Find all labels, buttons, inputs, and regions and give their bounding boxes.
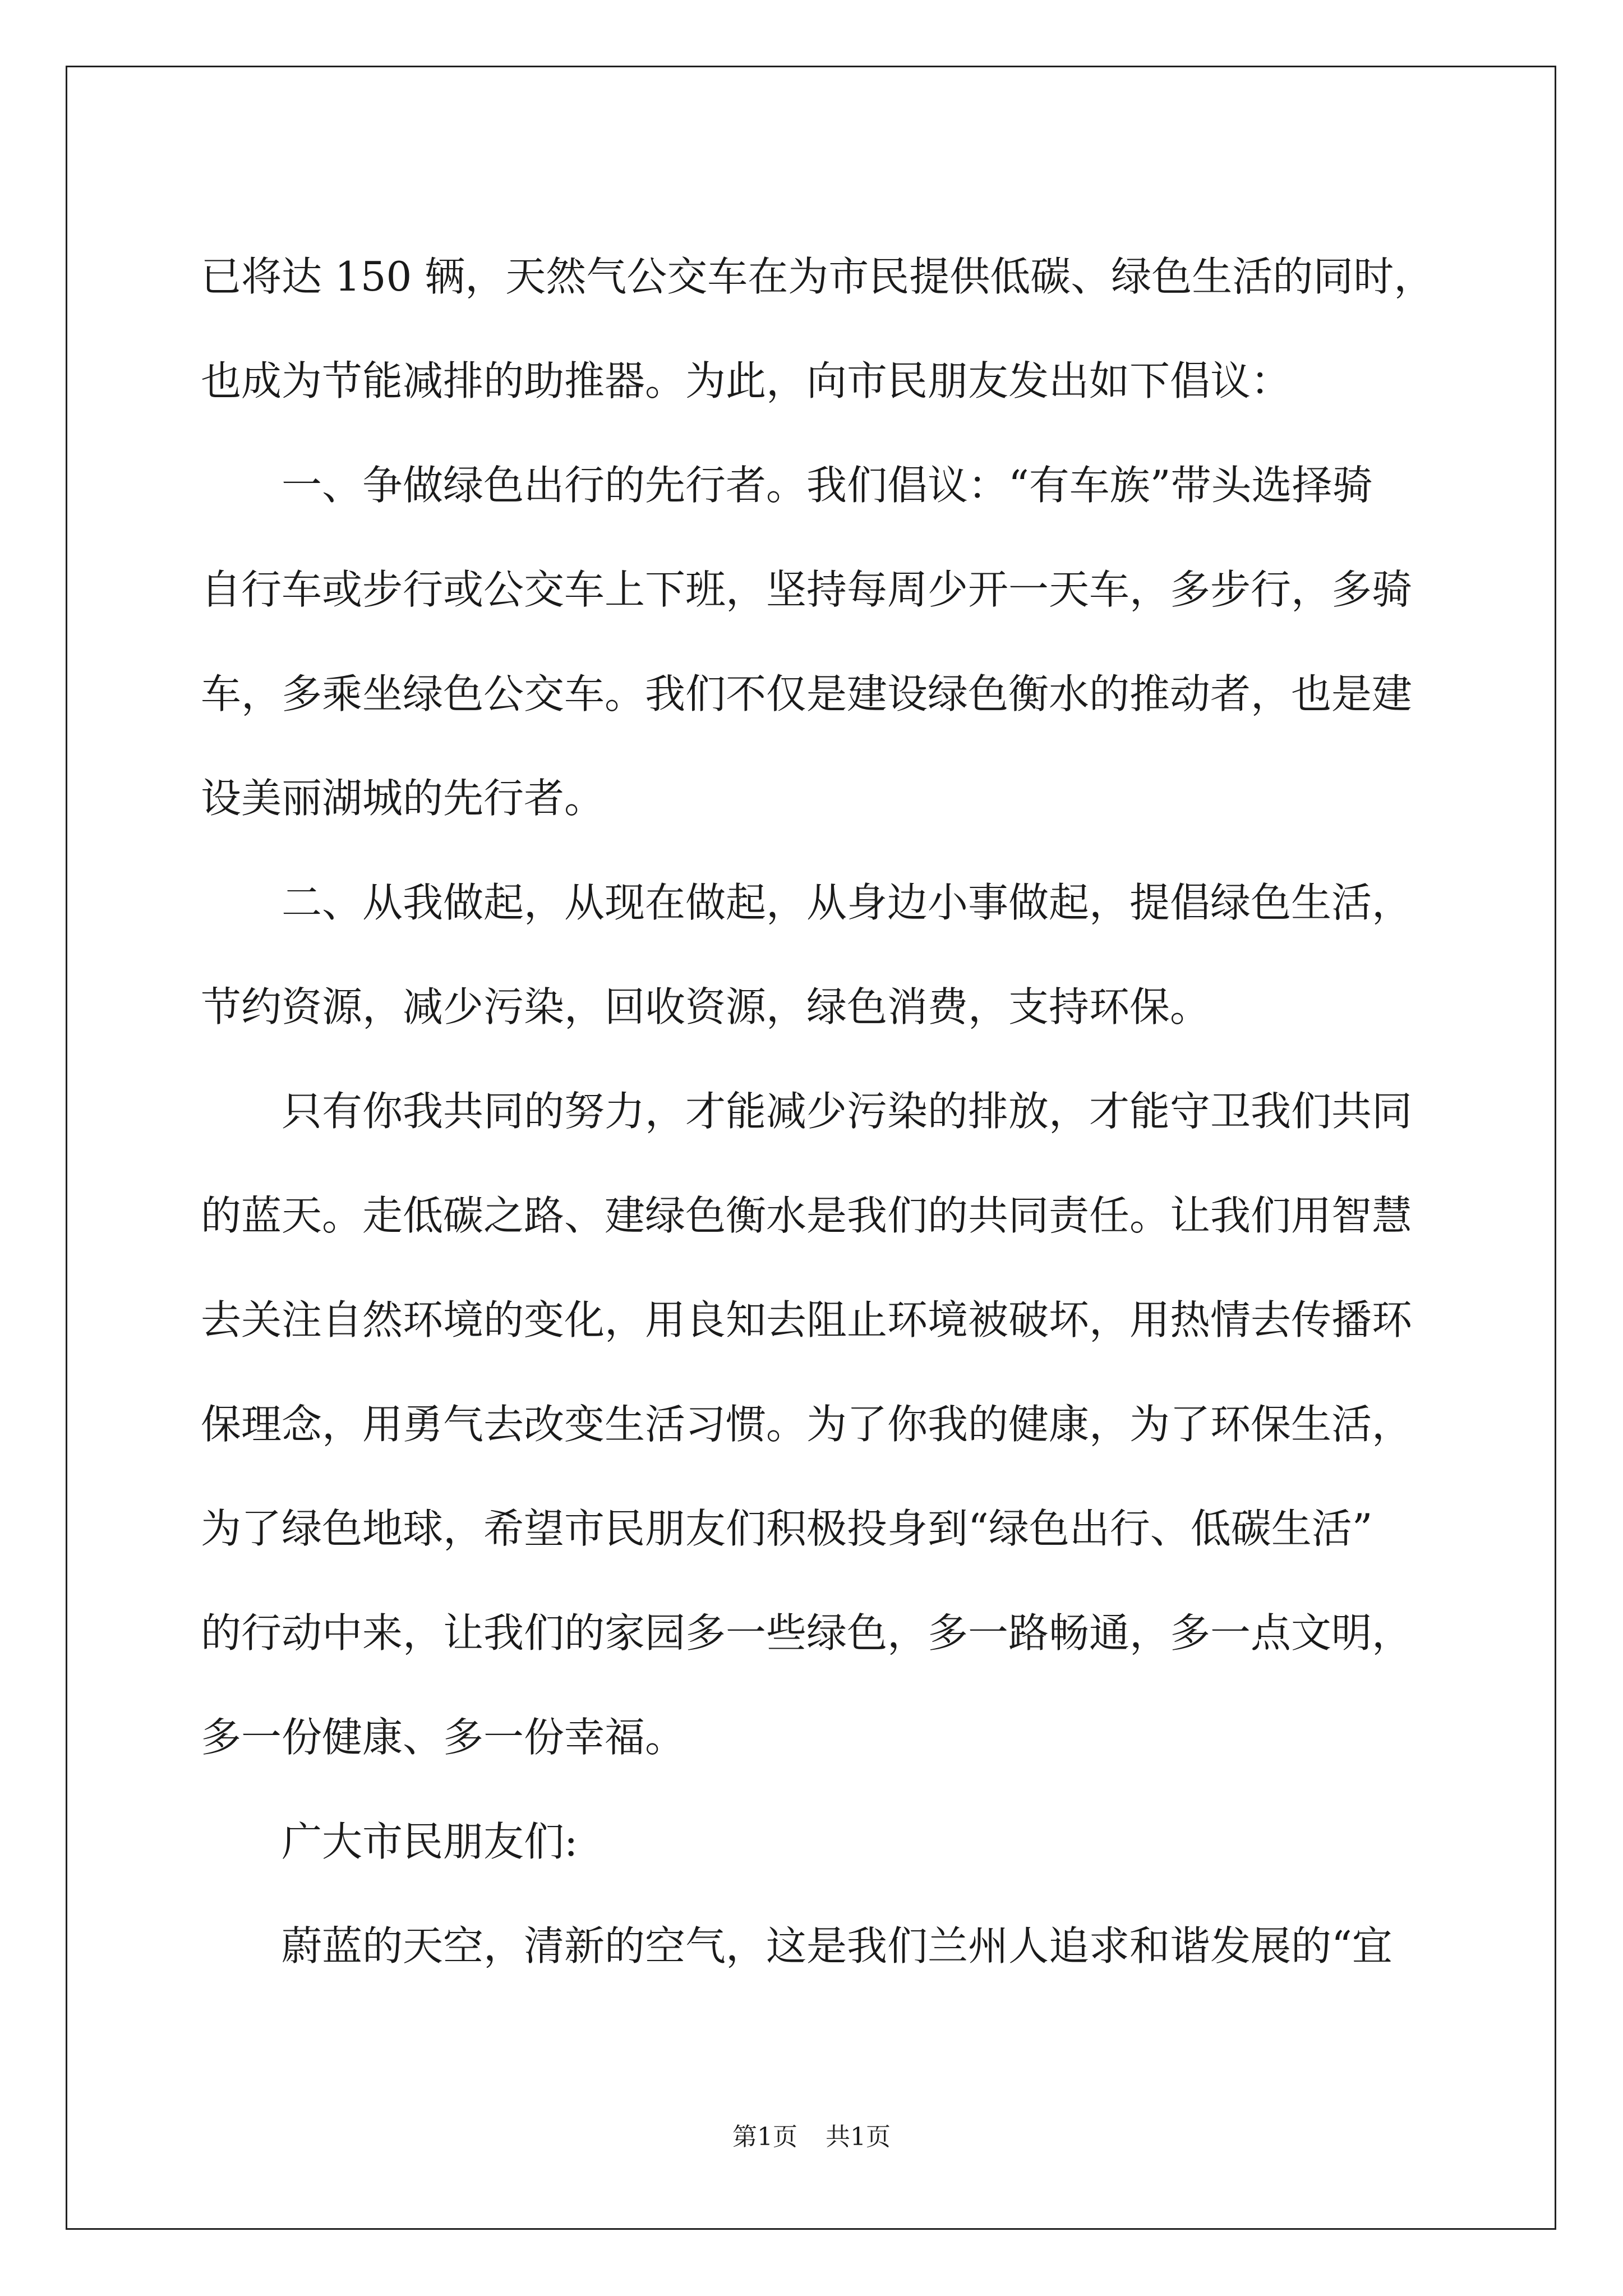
text-line: 也成为节能减排的助推器。为此，向市民朋友发出如下倡议： <box>201 357 1292 404</box>
text-line: 广大市民朋友们: <box>282 1818 578 1865</box>
page-total: 共1页 <box>826 2123 891 2151</box>
text-line: 二、从我做起，从现在做起，从身边小事做起，提倡绿色生活， <box>282 879 1413 926</box>
text-line: 保理念，用勇气去改变生活习惯。为了你我的健康，为了环保生活， <box>201 1401 1413 1448</box>
text-line: 为了绿色地球，希望市民朋友们积极投身到“绿色出行、低碳生活” <box>201 1505 1373 1552</box>
text-line: 自行车或步行或公交车上下班，坚持每周少开一天车，多步行，多骑 <box>201 566 1413 613</box>
text-line: 设美丽湖城的先行者。 <box>201 775 605 822</box>
text-line: 一、争做绿色出行的先行者。我们倡议：“有车族”带头选择骑 <box>282 462 1373 509</box>
text-line: 的行动中来，让我们的家园多一些绿色，多一路畅通，多一点文明， <box>201 1609 1413 1657</box>
text-line: 节约资源，减少污染，回收资源，绿色消费，支持环保。 <box>201 983 1211 1030</box>
text-line: 车，多乘坐绿色公交车。我们不仅是建设绿色衡水的推动者，也是建 <box>201 670 1413 717</box>
text-line: 只有你我共同的努力，才能减少污染的排放，才能守卫我们共同 <box>282 1088 1413 1135</box>
text-line: 多一份健康、多一份幸福。 <box>201 1714 686 1761</box>
text-line: 蔚蓝的天空，清新的空气，这是我们兰州人追求和谐发展的“宜 <box>282 1922 1393 1970</box>
text-line: 已将达 150 辆，天然气公交车在为市民提供低碳、绿色生活的同时， <box>201 253 1435 300</box>
text-line: 去关注自然环境的变化，用良知去阻止环境被破坏，用热情去传播环 <box>201 1296 1413 1343</box>
document-body <box>201 224 1435 1998</box>
text-line: 的蓝天。走低碳之路、建绿色衡水是我们的共同责任。让我们用智慧 <box>201 1192 1413 1239</box>
page-number: 第1页 <box>732 2123 797 2151</box>
page-footer <box>0 2120 1623 2154</box>
